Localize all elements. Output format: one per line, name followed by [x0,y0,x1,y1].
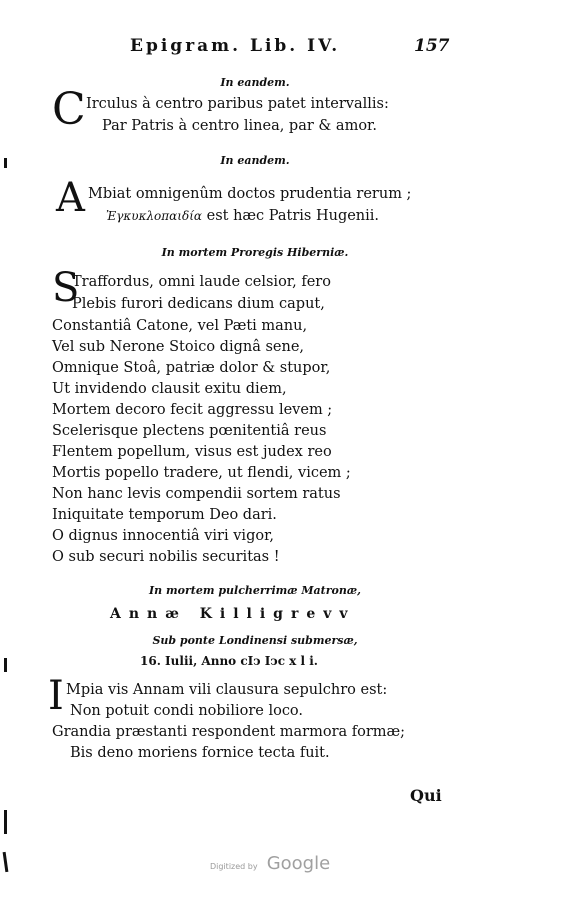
epigram-1-line-1: Irculus à centro paribus patet intervallis: [86,96,389,112]
epigram-4-line: Non potuit condi nobiliore loco. [70,703,304,719]
epigram-3-line: Constantiâ Catone, vel Pæti manu, [52,318,308,334]
epigram-3-line: Omnique Stoâ, patriæ dolor & stupor, [52,360,331,376]
epigram-3-line: Mortem decoro fecit aggressu levem ; [52,402,333,418]
epigram-1-dropcap: C [52,84,86,135]
epigram-3-line: Iniquitate temporum Deo dari. [52,507,277,523]
epigram-3-line: O sub securi nobilis securitas ! [52,549,280,565]
epigram-4-title: In mortem pulcherrimæ Matronæ, [149,584,361,597]
digitized-by-google-watermark: Digitized by Google [210,853,331,874]
epigram-4-line: Mpia vis Annam vili clausura sepulchro est: [66,682,388,698]
epigram-4-dropcap: I [48,673,64,719]
epigram-2-dropcap: A [56,175,85,221]
epigram-4-line: Grandia præstanti respondent marmora formæ; [52,724,406,740]
epigram-3-line: Scelerisque plectens pœnitentiâ reus [52,423,327,439]
epigram-3-line: Vel sub Nerone Stoico dignâ sene, [52,339,305,355]
margin-mark [4,158,7,168]
margin-mark [3,852,9,872]
epigram-4-line: Bis deno moriens fornice tecta fuit. [70,745,330,761]
epigram-3-line: Plebis furori dedicans dium caput, [72,296,325,312]
epigram-3-line: Non hanc levis compendii sortem ratus [52,486,341,502]
epigram-3-line: Flentem popellum, visus est judex reo [52,444,332,460]
margin-mark [4,810,7,834]
running-head: Epigram. Lib. IV. [130,36,341,56]
epigram-2-line-2 [106,208,379,224]
epigram-4-date: 16. Iulii, Anno cIↄ Iↄc x l i. [140,654,318,668]
epigram-2-line-1: Mbiat omnigenûm doctos prudentia rerum ; [88,186,412,202]
greek-term: Ἐγκυκλοπαιδία [106,209,202,223]
page-number: 157 [414,36,450,56]
epigram-3-title: In mortem Proregis Hiberniæ. [161,246,349,259]
epigram-3-line: Traffordus, omni laude celsior, fero [72,274,331,290]
epigram-2-line-2-rest: est hæc Patris Hugenii. [202,208,380,224]
epigram-3-line: Mortis popello tradere, ut flendi, vicem ; [52,465,351,481]
epigram-1-line-2: Par Patris à centro linea, par & amor. [102,118,377,134]
epigram-3-line: Ut invidendo clausit exitu diem, [52,381,287,397]
epigram-2-title: In eandem. [220,154,290,167]
epigram-1-title: In eandem. [220,76,290,89]
catchword: Qui [410,786,442,805]
epigram-4-subtitle: Sub ponte Londinensi submersæ, [152,634,358,647]
epigram-3-line: O dignus innocentiâ viri vigor, [52,528,275,544]
epigram-4-name: Annæ Killigrevv [110,606,356,622]
margin-mark [4,658,7,672]
epigram-3-dropcap: S [52,265,80,311]
